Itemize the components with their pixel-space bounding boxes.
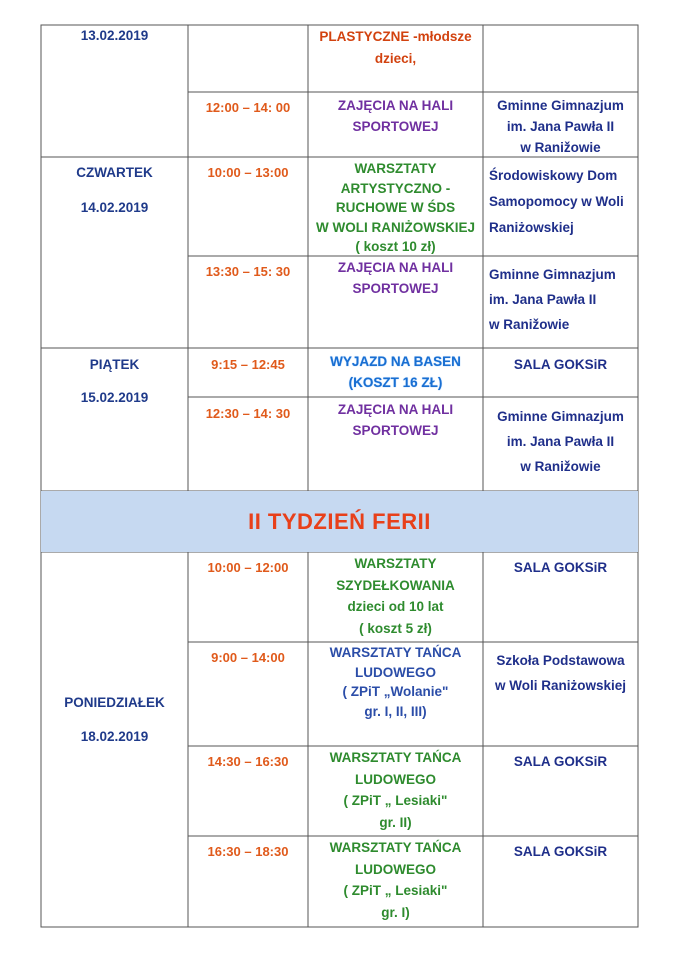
place-cell [483, 262, 638, 337]
date-cell [41, 26, 188, 46]
time-text: 14:30 – 16:30 [207, 754, 289, 769]
activity-cell [308, 643, 483, 721]
activity-cell [308, 95, 483, 137]
place-line: SALA GOKSiR [513, 560, 608, 575]
activity-cell [308, 26, 483, 70]
activity-line: SZYDEŁKOWANIA [336, 577, 455, 593]
time-cell [188, 752, 308, 772]
time-text: 9:15 – 12:45 [211, 357, 285, 372]
date-text: 14.02.2019 [80, 200, 149, 215]
place-line: Gminne Gimnazjum [497, 98, 624, 113]
activity-line: WARSZTATY TAŃCA [329, 750, 462, 765]
activity-line: ( koszt 5 zł) [359, 620, 432, 636]
activity-line: dzieci od 10 lat [347, 599, 444, 614]
activity-line: LUDOWEGO [355, 664, 436, 680]
activity-line: LUDOWEGO [355, 861, 436, 877]
activity-cell [308, 159, 483, 257]
place-line: SALA GOKSiR [513, 844, 608, 859]
activity-line: ( ZPiT „ Lesiaki" [343, 883, 448, 898]
place-line: w Ranižowie [520, 140, 601, 155]
place-line: im. Jana Pawła II [506, 434, 615, 449]
day-cell [41, 355, 188, 408]
place-cell [483, 842, 638, 862]
activity-line: gr. I) [381, 904, 410, 920]
time-text: 12:30 – 14: 30 [205, 406, 291, 421]
place-line: w Ranižowie [489, 317, 570, 332]
activity-line: ARTYSTYCZNO - [340, 180, 451, 196]
activity-line: dzieci, [374, 51, 417, 66]
place-line: SALA GOKSiR [513, 754, 608, 769]
time-text: 12:00 – 14: 00 [205, 100, 291, 115]
activity-line: RUCHOWE W ŚDS [335, 200, 456, 215]
place-line: w Ranižowie [520, 459, 601, 474]
activity-line: ( ZPiT „ Lesiaki" [343, 793, 448, 808]
time-cell [188, 648, 308, 668]
activity-line: ZAJĘCIA NA HALI [337, 402, 454, 417]
activity-line: gr. II) [379, 814, 412, 830]
activity-line: gr. I, II, III) [364, 703, 427, 719]
activity-line: ZAJĘCIA NA HALI [337, 260, 454, 275]
place-line: SALA GOKSiR [513, 357, 608, 372]
banner-title: II TYDZIEŃ FERII [248, 508, 431, 534]
place-line: Samopomocy w Woli [489, 194, 624, 209]
time-text: 9:00 – 14:00 [211, 650, 285, 665]
time-cell [188, 842, 308, 862]
day-cell [41, 163, 188, 218]
time-cell [188, 163, 308, 183]
activity-line: ZAJĘCIA NA HALI [337, 98, 454, 113]
activity-line: WYJAZD NA BASEN [330, 354, 461, 369]
activity-cell [308, 747, 483, 833]
time-cell [188, 404, 308, 424]
place-cell [483, 404, 638, 479]
place-line: Szkoła Podstawowa [496, 653, 625, 668]
time-cell [188, 355, 308, 375]
activity-line: ( ZPiT „Wolanie" [342, 684, 449, 699]
date-text: 15.02.2019 [80, 390, 149, 405]
activity-cell [308, 351, 483, 393]
activity-line: W WOLI RANIŻOWSKIEJ [316, 219, 475, 235]
activity-line: (KOSZT 16 ZŁ) [348, 375, 443, 390]
date-text: 13.02.2019 [80, 28, 149, 43]
time-text: 10:00 – 13:00 [207, 165, 289, 180]
date-text: 18.02.2019 [80, 729, 149, 744]
activity-line: ( koszt 10 zł) [355, 239, 436, 254]
place-line: Raniżowskiej [489, 220, 574, 235]
activity-line: SPORTOWEJ [352, 119, 439, 134]
place-cell [483, 355, 638, 375]
time-cell [188, 262, 308, 282]
activity-line: SPORTOWEJ [352, 281, 439, 296]
week-banner [41, 491, 638, 552]
time-text: 10:00 – 12:00 [207, 560, 289, 575]
place-cell [483, 95, 638, 158]
place-cell [483, 752, 638, 772]
place-line: Gminne Gimnazjum [497, 409, 624, 424]
place-cell [483, 163, 638, 241]
place-cell [483, 558, 638, 578]
activity-line: PLASTYCZNE -młodsze [319, 29, 472, 44]
activity-line: WARSZTATY [354, 161, 437, 176]
time-text: 13:30 – 15: 30 [205, 264, 291, 279]
activity-cell [308, 837, 483, 923]
day-name: CZWARTEK [76, 165, 153, 180]
time-cell [188, 558, 308, 578]
activity-line: SPORTOWEJ [352, 423, 439, 438]
day-cell [41, 693, 188, 747]
activity-line: WARSZTATY TAŃCA [329, 840, 462, 855]
place-line: Środowiskowy Dom [489, 168, 618, 183]
time-cell [188, 98, 308, 118]
day-name: PIĄTEK [89, 357, 140, 372]
activity-line: LUDOWEGO [355, 771, 436, 787]
activity-line: WARSZTATY [354, 556, 437, 571]
time-text: 16:30 – 18:30 [207, 844, 289, 859]
place-line: im. Jana Pawła II [489, 292, 597, 307]
day-name: PONIEDZIAŁEK [64, 695, 165, 710]
activity-cell [308, 399, 483, 441]
place-line: w Woli Raniżowskiej [494, 678, 627, 693]
place-line: Gminne Gimnazjum [489, 267, 616, 282]
place-cell [483, 648, 638, 698]
place-line: im. Jana Pawła II [506, 119, 615, 134]
activity-line: WARSZTATY TAŃCA [329, 645, 462, 660]
activity-cell [308, 553, 483, 639]
activity-cell [308, 257, 483, 299]
